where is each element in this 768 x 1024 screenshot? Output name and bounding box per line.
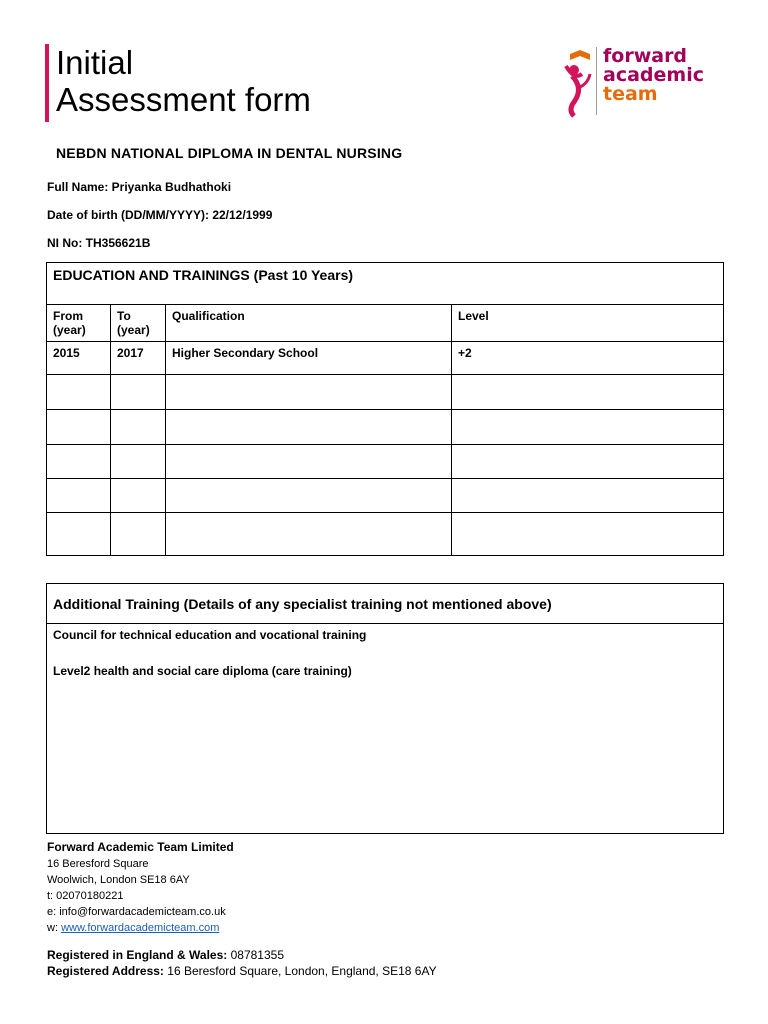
company-name: Forward Academic Team Limited bbox=[47, 840, 234, 854]
additional-heading: Additional Training (Details of any specialist training not mentioned above) bbox=[47, 584, 724, 624]
title-line-1: Initial bbox=[56, 44, 134, 81]
full-name-field: Full Name: Priyanka Budhathoki bbox=[47, 180, 232, 194]
ni-field: NI No: TH356621B bbox=[47, 236, 151, 250]
table-row bbox=[47, 410, 724, 445]
email-address: e: info@forwardacademicteam.co.uk bbox=[47, 906, 226, 918]
table-row bbox=[47, 445, 724, 479]
logo-divider bbox=[596, 47, 597, 115]
registration-info: Registered in England & Wales: 08781355 Registered Address: 16 Beresford Square, London, England, SE18 6AY bbox=[47, 948, 437, 978]
table-row bbox=[47, 479, 724, 513]
dob-field: Date of birth (DD/MM/YYYY): 22/12/1999 bbox=[47, 208, 273, 222]
col-qualification-header: Qualification bbox=[166, 305, 452, 342]
footer-address: Forward Academic Team Limited 16 Beresford Square Woolwich, London SE18 6AY t: 02070180221 e: info@forwardacademicteam.co.uk w: www.forwardacademicteam.com bbox=[47, 840, 234, 934]
title-line-2: Assessment form bbox=[56, 81, 311, 118]
education-heading: EDUCATION AND TRAININGS (Past 10 Years) bbox=[47, 263, 724, 305]
table-row bbox=[47, 375, 724, 410]
table-row: 2015 2017 Higher Secondary School +2 bbox=[47, 342, 724, 375]
additional-training-table bbox=[46, 583, 724, 834]
additional-content: Council for technical education and vocational training Level2 health and social care diploma (care training) bbox=[47, 624, 724, 834]
col-level-header: Level bbox=[452, 305, 724, 342]
logo-wordmark: forward academic team bbox=[603, 45, 704, 105]
col-from-header: From (year) bbox=[47, 305, 111, 342]
phone-number: t: 02070180221 bbox=[47, 890, 124, 902]
page-title bbox=[56, 44, 311, 118]
col-to-header: To (year) bbox=[111, 305, 166, 342]
website-link[interactable]: www.forwardacademicteam.com bbox=[61, 922, 220, 934]
course-subtitle: NEBDN NATIONAL DIPLOMA IN DENTAL NURSING bbox=[56, 145, 403, 161]
education-table bbox=[46, 262, 724, 556]
table-row bbox=[47, 513, 724, 556]
title-accent-bar bbox=[45, 44, 49, 122]
